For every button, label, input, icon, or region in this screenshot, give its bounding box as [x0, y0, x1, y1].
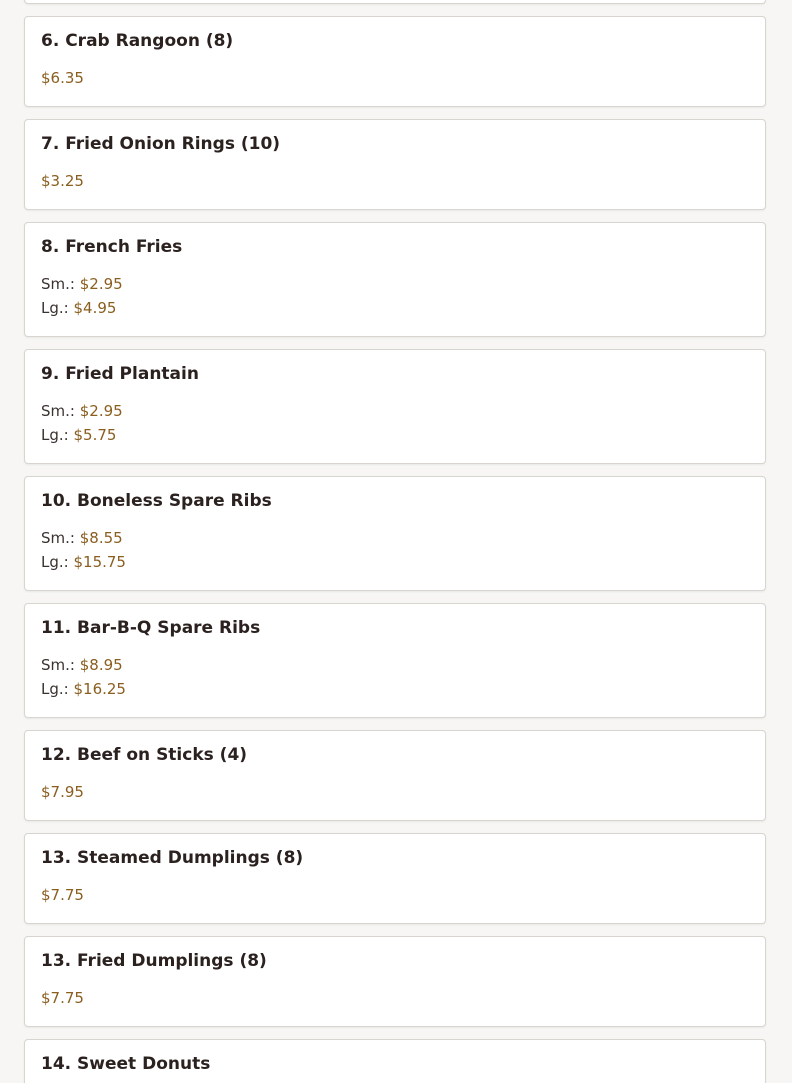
menu-item-price: $16.25: [73, 680, 126, 698]
menu-item-price: $7.95: [41, 783, 84, 801]
size-label: Lg.:: [41, 680, 69, 698]
menu-item-title: 6. Crab Rangoon (8): [41, 31, 234, 51]
menu-item-title: 14. Sweet Donuts: [41, 1054, 211, 1074]
size-label: Lg.:: [41, 553, 69, 571]
menu-item-title: 13. Steamed Dumplings (8): [41, 848, 304, 868]
menu-item-price-row: [41, 989, 84, 1007]
menu-item-title: 11. Bar-B-Q Spare Ribs: [41, 618, 261, 638]
menu-item-price-row: [41, 172, 84, 190]
size-label: Sm.:: [41, 529, 75, 547]
menu-item-card[interactable]: [24, 936, 766, 1027]
menu-item-title: 9. Fried Plantain: [41, 364, 199, 384]
menu-item-card[interactable]: [24, 222, 766, 337]
menu-item-price: $15.75: [73, 553, 126, 571]
menu-item-price: $6.35: [41, 69, 84, 87]
menu-item-price-row: [41, 656, 123, 674]
size-label: Lg.:: [41, 426, 69, 444]
menu-item-card[interactable]: [24, 603, 766, 718]
size-label: Sm.:: [41, 275, 75, 293]
size-label: Lg.:: [41, 299, 69, 317]
menu-item-price: $7.75: [41, 989, 84, 1007]
menu-item-card[interactable]: [24, 476, 766, 591]
menu-item-card[interactable]: [24, 1039, 766, 1083]
menu-item-title: 8. French Fries: [41, 237, 183, 257]
menu-item-card[interactable]: [24, 833, 766, 924]
menu-item-price: $3.25: [41, 172, 84, 190]
menu-item-price-row: [41, 680, 126, 698]
menu-item-price-row: [41, 275, 123, 293]
menu-item-card[interactable]: [24, 119, 766, 210]
menu-item-card[interactable]: [24, 16, 766, 107]
menu-item-price-row: [41, 553, 126, 571]
size-label: Sm.:: [41, 656, 75, 674]
menu-item-card[interactable]: [24, 349, 766, 464]
menu-item-title: 7. Fried Onion Rings (10): [41, 134, 281, 154]
menu-item-price: $2.95: [79, 402, 123, 420]
menu-item-price-row: [41, 426, 116, 444]
menu-item-price-row: [41, 402, 123, 420]
menu-item-price-row: [41, 529, 123, 547]
menu-item-price: $8.55: [79, 529, 123, 547]
menu-item-price-row: [41, 886, 84, 904]
menu-item-title: 10. Boneless Spare Ribs: [41, 491, 272, 511]
menu-item-price: $7.75: [41, 886, 84, 904]
menu-item-price-row: [41, 69, 84, 87]
menu-item-title: 12. Beef on Sticks (4): [41, 745, 248, 765]
menu-item-price-row: [41, 299, 116, 317]
size-label: Sm.:: [41, 402, 75, 420]
menu-item-price: $4.95: [73, 299, 117, 317]
menu-item-price: $5.75: [73, 426, 117, 444]
menu-item-card-partial-top[interactable]: [24, 0, 766, 4]
menu-item-price: $8.95: [79, 656, 123, 674]
menu-item-card[interactable]: [24, 730, 766, 821]
menu-item-title: 13. Fried Dumplings (8): [41, 951, 267, 971]
menu-item-price-row: [41, 783, 84, 801]
menu-item-price: $2.95: [79, 275, 123, 293]
